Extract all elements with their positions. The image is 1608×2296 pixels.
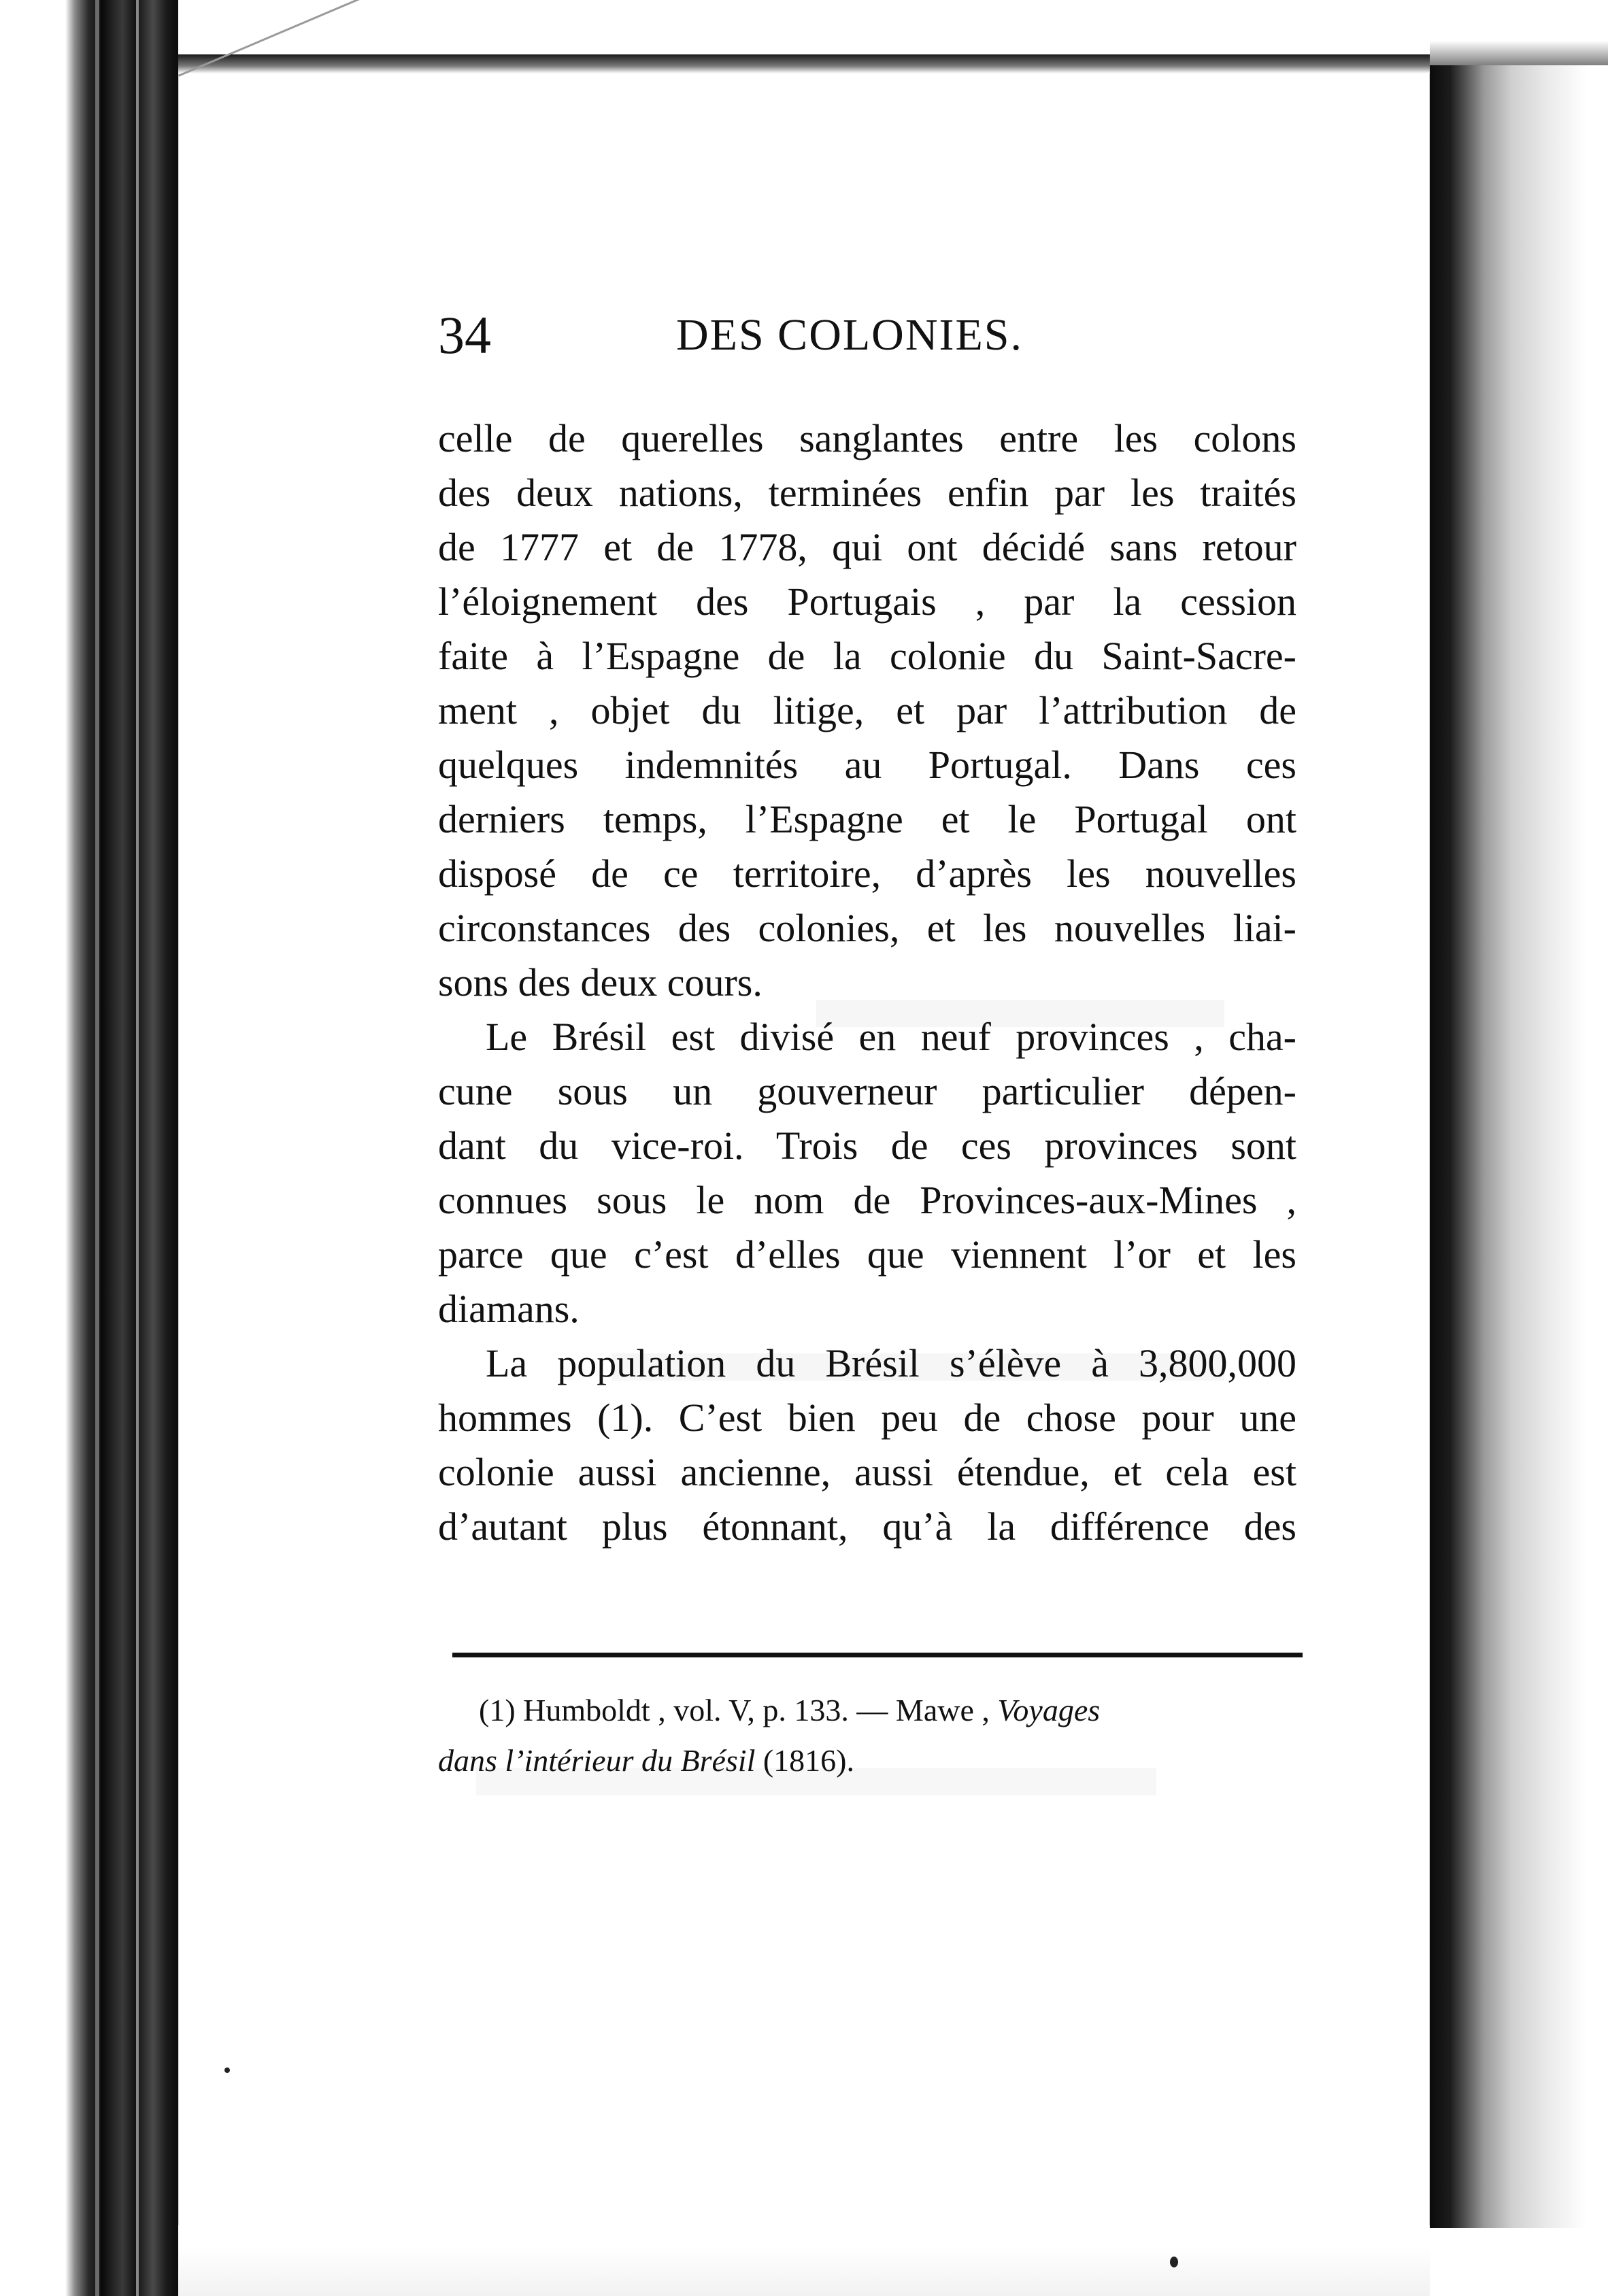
text-line: diamans. xyxy=(438,1287,580,1331)
body-text xyxy=(438,411,1296,1554)
text-line: La population du Brésil s’élève à 3,800,000 xyxy=(486,1341,1296,1385)
page-bottom-edge xyxy=(178,2225,1430,2296)
text-line: ment , objet du litige, et par l’attribution de xyxy=(438,688,1296,732)
text-line: disposé de ce territoire, d’après les nouvelles xyxy=(438,851,1296,896)
text-line: l’éloignement des Portugais , par la cession xyxy=(438,579,1296,624)
page-edge-right xyxy=(1430,65,1608,2228)
running-head xyxy=(438,305,1071,366)
text-line: hommes (1). C’est bien peu de chose pour une xyxy=(438,1396,1296,1440)
gutter-stripe xyxy=(136,0,139,2296)
footnote-line xyxy=(438,1685,1296,1736)
text-line: celle de querelles sanglantes entre les colons xyxy=(438,416,1296,460)
footnote-text: (1816). xyxy=(755,1743,854,1778)
footnote-text: (1) Humboldt , vol. V, p. 133. — Mawe , xyxy=(479,1693,998,1727)
text-line: faite à l’Espagne de la colonie du Saint-Sacre- xyxy=(438,634,1296,678)
text-line: cune sous un gouverneur particulier dépen- xyxy=(438,1069,1296,1113)
text-line: derniers temps, l’Espagne et le Portugal ont xyxy=(438,797,1296,841)
text-line: quelques indemnités au Portugal. Dans ces xyxy=(438,743,1296,787)
text-line: colonie aussi ancienne, aussi étendue, et cela est xyxy=(438,1450,1296,1494)
text-line: d’autant plus étonnant, qu’à la différence des xyxy=(438,1504,1296,1549)
running-title: DES COLONIES. xyxy=(676,310,1024,360)
footnote-italic: dans l’intérieur du Brésil xyxy=(438,1743,756,1778)
footnote-rule xyxy=(452,1653,1303,1657)
footnotes xyxy=(438,1685,1296,1786)
page-top-shadow xyxy=(178,54,1430,73)
ink-speck xyxy=(1170,2257,1178,2267)
text-line: Le Brésil est divisé en neuf provinces , cha- xyxy=(486,1015,1296,1059)
ink-speck xyxy=(224,2067,230,2073)
gutter-stripe xyxy=(95,0,99,2296)
text-line: de 1777 et de 1778, qui ont décidé sans retour xyxy=(438,525,1296,569)
footnote-line xyxy=(438,1736,1296,1786)
text-line: sons des deux cours. xyxy=(438,960,763,1004)
text-line: parce que c’est d’elles que viennent l’or et les xyxy=(438,1232,1296,1277)
book-gutter xyxy=(0,0,178,2296)
page-number: 34 xyxy=(438,305,491,365)
text-line: connues sous le nom de Provinces-aux-Mines , xyxy=(438,1178,1296,1222)
footnote-italic: Voyages xyxy=(997,1693,1101,1727)
text-line: circonstances des colonies, et les nouvelles liai- xyxy=(438,906,1296,950)
text-line: dant du vice-roi. Trois de ces provinces sont xyxy=(438,1124,1296,1168)
text-line: des deux nations, terminées enfin par les traités xyxy=(438,471,1296,515)
